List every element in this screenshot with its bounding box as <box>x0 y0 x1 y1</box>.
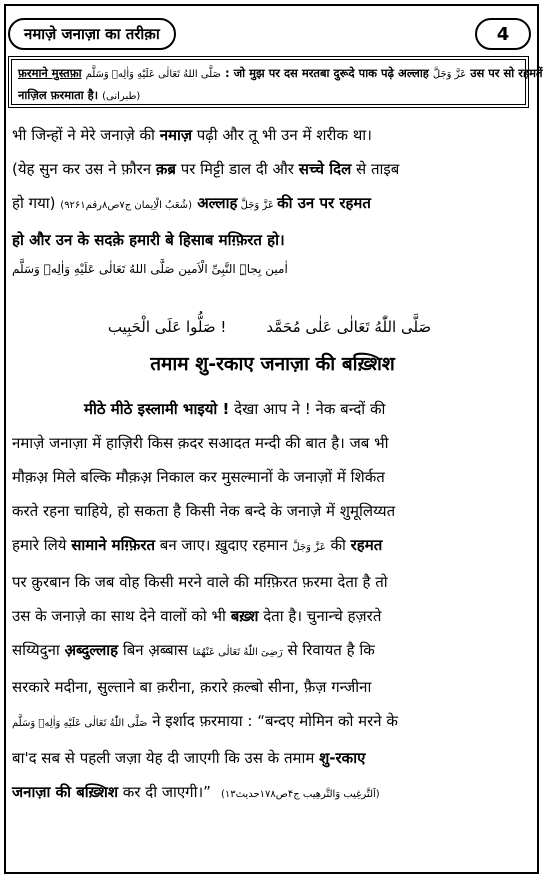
hadith-arabic-salutation: صَلَّى اللهُ تَعَالٰى عَلَيْهِ وَاٰلِهٖ وَسَلَّم <box>85 69 221 80</box>
hadith-text-allah: अल्लाह <box>398 66 429 80</box>
reference-citation: (شُعَبُ الْاِيمان ج۷ص۸رقم۹۲۶۱) <box>60 200 192 211</box>
text: (येह सुन कर उस ने फ़ौरन <box>12 160 156 178</box>
hadith-label: फ़रमाने मुस्तफ़ा <box>18 66 82 80</box>
body-line-11 <box>12 741 527 775</box>
paragraph-intro <box>12 118 527 257</box>
hadith-line-2 <box>18 85 519 107</box>
reference-citation: (اَلتَّرغِیب وَالتَّرهِيب ج۴ص۱۷۸حدیث۱۳) <box>220 789 380 800</box>
text-bold: मीठे मीठे इस्लामी भाइयो ! <box>84 400 230 418</box>
para1-line-2 <box>12 152 527 186</box>
para1-line-4 <box>12 223 527 257</box>
body-line-12 <box>12 775 527 812</box>
text: कर दी जाएगी।” <box>118 783 211 801</box>
text-bold: जनाज़ा की बख़्शिश <box>12 783 119 801</box>
text-bold: क़ब्र <box>155 160 176 178</box>
text-bold: सामाने मग़्फ़िरत <box>71 536 155 554</box>
text: बा'द सब से पहली जज़ा येह दी जाएगी कि उस के तमाम <box>12 749 320 767</box>
body-line-1 <box>12 392 527 426</box>
hadith-reference: (طبرانی) <box>102 91 141 102</box>
body-line-5 <box>12 528 527 565</box>
body-line-3 <box>12 460 527 494</box>
text-bold: हो और उन के सदक़े हमारी बे हिसाब मग़्फ़िरत हो। <box>12 231 285 249</box>
text-bold: रहमत <box>350 536 383 554</box>
text: पर क़ुरबान कि जब वोह किसी मरने वाले की मग़्फ़िरत फ़रमा देता है तो <box>12 573 388 591</box>
arabic-radiyallahu: رَضِىَ اللّٰهُ تَعَالٰى عَنْهُمَا <box>192 647 283 658</box>
para1-line-1 <box>12 118 527 152</box>
text: बन जाए। ख़ुदाए रहमान <box>155 536 293 554</box>
page-header-title <box>8 18 176 50</box>
text: करते रहना चाहिये, हो सकता है किसी नेक बन्दे के जनाज़े में शुमूलिय्यत <box>12 502 396 520</box>
body-line-9 <box>12 670 527 704</box>
text-bold: की उन पर रहमत <box>277 194 371 212</box>
text-bold: सच्चे दिल <box>298 160 352 178</box>
text: देखा आप ने ! नेक बन्दों की <box>229 400 386 418</box>
hadith-text-1: : जो मुझ पर दस मरतबा दुरूदे पाक पढ़े <box>225 66 395 80</box>
text: नमाज़े जनाज़ा में हाज़िरी किस क़दर सआदत मन्दी की बात है। जब भी <box>12 434 389 452</box>
ameen-line <box>12 262 527 276</box>
text: हो गया) <box>12 194 61 212</box>
text: मौक़अ़ मिले बल्कि मौक़अ़ निकाल कर मुसल्मानों के जनाज़ों में शिर्कत <box>12 468 385 486</box>
arabic-salutation: صَلَّى اللّٰهُ تَعَالٰى عَلَيْهِ وَاٰلِهٖ وَسَلَّم <box>12 718 148 729</box>
text: उस के जनाज़े का साथ देने वालों को भी <box>12 607 231 625</box>
text: बिन अ़ब्बास <box>118 641 193 659</box>
text: ने इर्शाद फ़रमाया : <box>147 712 258 730</box>
arabic-azza: عَزَّ وَجَلَّ <box>237 200 278 211</box>
text-bold: नमाज़ <box>159 126 193 144</box>
hadith-box <box>8 56 543 108</box>
text: हमारे लिये <box>12 536 72 554</box>
text: से रिवायत है कि <box>282 641 375 659</box>
text-bold: अल्लाह <box>191 194 238 212</box>
text: सरकारे मदीना, सुल्ताने बा क़रीना, क़रारे क़ल्बो सीना, फ़ैज़ गन्जीना <box>12 678 372 696</box>
text: सय्यिदुना <box>12 641 65 659</box>
body-line-10 <box>12 704 527 741</box>
body-line-6 <box>12 565 527 599</box>
body-line-4 <box>12 494 527 528</box>
body-line-8 <box>12 633 527 670</box>
paragraph-body <box>12 392 527 812</box>
hadith-line-1 <box>18 63 543 85</box>
text: “बन्दए मोमिन को मरने के <box>257 712 398 730</box>
header-title: नमाज़े जनाज़ा का तरीक़ा <box>24 25 160 43</box>
ameen-text: اٰمین بِجاہِ النَّبِیِّ الْاَمین صَلَّى اللهُ تَعَالٰى عَلَيْهِ وَاٰلِهٖ وَسَلَّم <box>12 262 288 276</box>
text-bold: शु-रकाए <box>319 749 366 767</box>
text-bold: अ़ब्दुल्लाह <box>64 641 119 659</box>
salawat-left: صَلُّوا عَلَى الْحَبِيب ! <box>107 318 227 336</box>
arabic-azza: عَزَّ وَجَلَّ <box>292 542 326 553</box>
para1-line-3 <box>12 186 527 223</box>
salawat-line <box>12 318 527 336</box>
page-number: 4 <box>496 23 510 45</box>
text: की <box>325 536 351 554</box>
hadith-text-3: नाज़िल फ़रमाता है। <box>18 88 99 102</box>
body-line-7 <box>12 599 527 633</box>
page-number-badge <box>475 18 531 50</box>
text: पढ़ी और तू भी उन में शरीक था। <box>192 126 372 144</box>
text: भी जिन्हों ने मेरे जनाज़े की <box>12 126 160 144</box>
hadith-arabic-azza: عَزَّ وَجَلَّ <box>432 69 467 80</box>
body-line-2 <box>12 426 527 460</box>
text: से ताइब <box>351 160 400 178</box>
section-title: तमाम शु-रकाए जनाज़ा की बख़्शिश <box>150 353 395 375</box>
hadith-text-2: उस पर सो रहमतें <box>470 66 543 80</box>
salawat-right: صَلَّى اللّٰهُ تَعَالٰى عَلٰى مُحَمَّد <box>266 318 432 336</box>
text-bold: बख़्श <box>230 607 259 625</box>
text: देता है। चुनान्चे हज़रते <box>258 607 382 625</box>
text: पर मिट्टी डाल दी और <box>175 160 299 178</box>
